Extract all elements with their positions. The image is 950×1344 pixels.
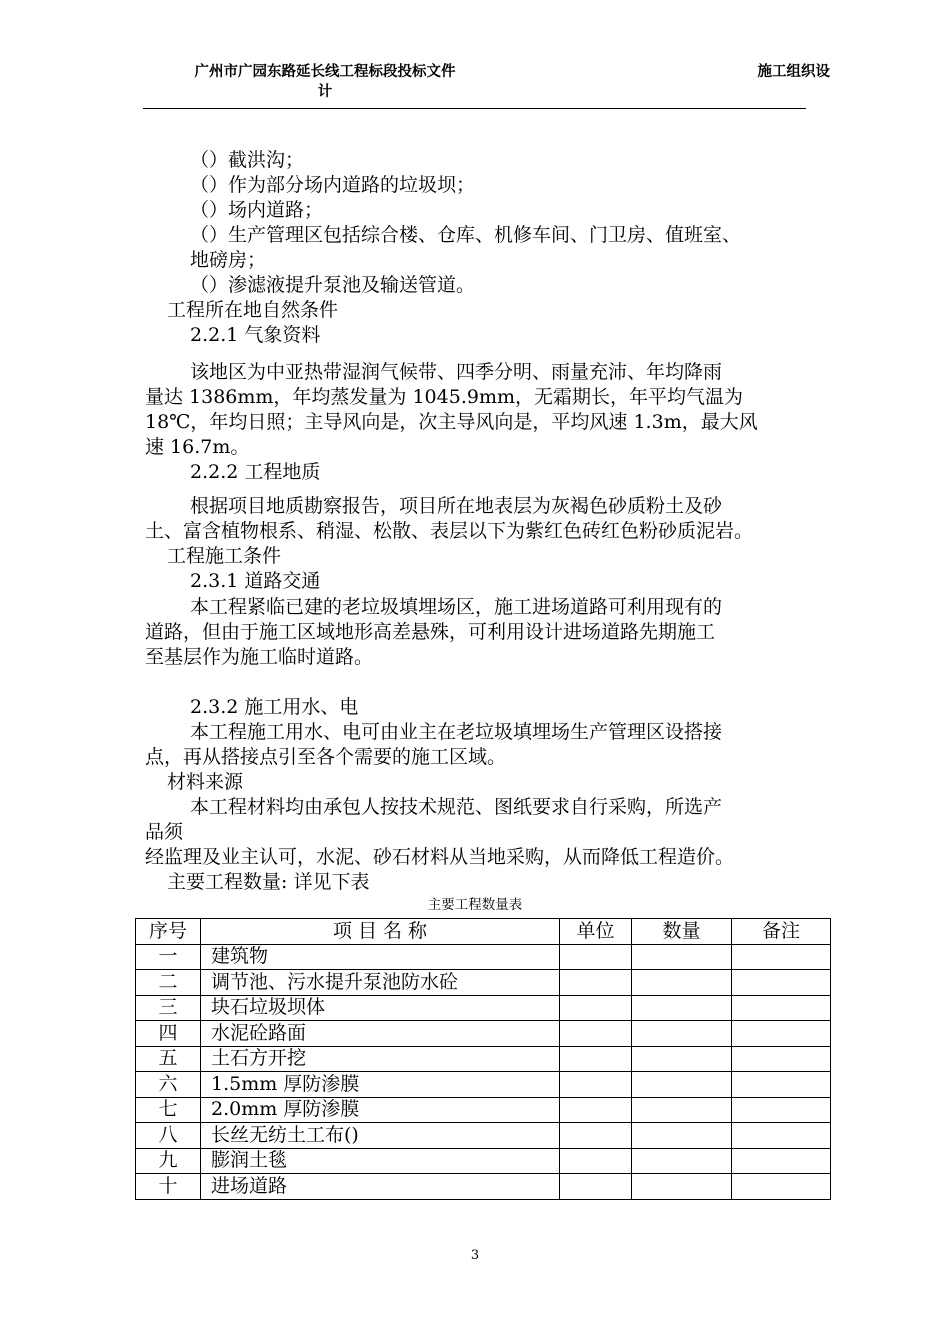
row-index: 八 (136, 1123, 201, 1149)
header-unit: 单位 (560, 919, 632, 945)
row-quantity (632, 1046, 732, 1072)
list-item-site-road: （）场内道路； (190, 199, 324, 221)
row-index: 一 (136, 944, 201, 970)
header-title-line1: 广州市广园东路延长线工程标段投标文件 (194, 64, 456, 80)
row-unit (560, 1072, 632, 1098)
row-remarks (732, 1174, 831, 1200)
paragraph-line: 本工程紧临已建的老垃圾填埋场区，施工进场道路可利用现有的 (190, 596, 723, 618)
paragraph-line: 本工程施工用水、电可由业主在老垃圾填埋场生产管理区设搭接 (190, 721, 723, 743)
row-index: 十 (136, 1174, 201, 1200)
table-row (136, 944, 831, 970)
list-item-garbage-dam: （）作为部分场内道路的垃圾坝； (190, 174, 476, 196)
subsection-heading-road-traffic: 2.3.1 道路交通 (190, 570, 321, 592)
row-item-name: 进场道路 (201, 1174, 560, 1200)
header-quantity: 数量 (632, 919, 732, 945)
table-caption: 主要工程数量表 (427, 897, 523, 913)
paragraph-line: 量达 1386mm，年均蒸发量为 1045.9mm，无霜期长，年平均气温为 (145, 386, 743, 408)
row-quantity (632, 1148, 732, 1174)
section-heading-quantities: 主要工程数量: 详见下表 (167, 871, 370, 893)
table-header-row (136, 919, 831, 945)
list-item-flood-ditch: （）截洪沟； (190, 149, 305, 171)
row-quantity (632, 995, 732, 1021)
row-item-name: 长丝无纺土工布() (201, 1123, 560, 1149)
list-item-leachate-pump: （）渗滤液提升泵池及输送管道。 (190, 274, 476, 296)
row-index: 九 (136, 1148, 201, 1174)
header-item-name: 项 目 名 称 (201, 919, 560, 945)
row-remarks (732, 1046, 831, 1072)
row-quantity (632, 1021, 732, 1047)
section-heading-natural-conditions: 工程所在地自然条件 (167, 299, 339, 321)
subsection-heading-climate: 2.2.1 气象资料 (190, 324, 321, 346)
table-row (136, 1072, 831, 1098)
row-item-name: 2.0mm 厚防渗膜 (201, 1097, 560, 1123)
paragraph-line: 至基层作为施工临时道路。 (145, 646, 374, 668)
row-remarks (732, 1123, 831, 1149)
header-rule (143, 108, 806, 109)
row-quantity (632, 1097, 732, 1123)
table-row (136, 995, 831, 1021)
section-heading-materials: 材料来源 (167, 771, 244, 793)
table-row (136, 1174, 831, 1200)
row-remarks (732, 1148, 831, 1174)
table-row (136, 1046, 831, 1072)
row-unit (560, 1174, 632, 1200)
row-unit (560, 1123, 632, 1149)
page-number: 3 (470, 1248, 480, 1263)
row-quantity (632, 1123, 732, 1149)
row-quantity (632, 1072, 732, 1098)
header-section: 施工组织设 (757, 64, 830, 80)
table-row (136, 1123, 831, 1149)
row-unit (560, 1046, 632, 1072)
row-unit (560, 1148, 632, 1174)
row-remarks (732, 1097, 831, 1123)
row-remarks (732, 1021, 831, 1047)
subsection-heading-water-power: 2.3.2 施工用水、电 (190, 696, 359, 718)
paragraph-line: 品须 (145, 821, 184, 843)
list-item-management-area: （）生产管理区包括综合楼、仓库、机修车间、门卫房、值班室、 (190, 224, 742, 246)
quantities-table (135, 918, 831, 1200)
paragraph-line: 该地区为中亚热带湿润气候带、四季分明、雨量充沛、年均降雨 (190, 361, 723, 383)
header-title (145, 62, 505, 102)
list-item-management-area-cont: 地磅房； (190, 249, 267, 271)
row-item-name: 土石方开挖 (201, 1046, 560, 1072)
row-item-name: 1.5mm 厚防渗膜 (201, 1072, 560, 1098)
row-unit (560, 970, 632, 996)
row-item-name: 块石垃圾坝体 (201, 995, 560, 1021)
row-index: 五 (136, 1046, 201, 1072)
row-index: 四 (136, 1021, 201, 1047)
row-index: 六 (136, 1072, 201, 1098)
table-row (136, 970, 831, 996)
row-unit (560, 1021, 632, 1047)
row-remarks (732, 995, 831, 1021)
row-unit (560, 944, 632, 970)
row-index: 七 (136, 1097, 201, 1123)
row-item-name: 调节池、污水提升泵池防水砼 (201, 970, 560, 996)
paragraph-line: 速 16.7m。 (145, 436, 250, 458)
row-remarks (732, 944, 831, 970)
table-row (136, 1097, 831, 1123)
subsection-heading-geology: 2.2.2 工程地质 (190, 461, 321, 483)
header-title-line2: 计 (317, 84, 333, 100)
paragraph-line: 道路，但由于施工区域地形高差悬殊，可利用设计进场道路先期施工 (145, 621, 716, 643)
table-row (136, 1148, 831, 1174)
row-quantity (632, 970, 732, 996)
row-quantity (632, 1174, 732, 1200)
paragraph-line: 18℃，年均日照；主导风向是，次主导风向是，平均风速 1.3m，最大风 (145, 411, 758, 433)
row-remarks (732, 970, 831, 996)
paragraph-line: 根据项目地质勘察报告，项目所在地表层为灰褐色砂质粉土及砂 (190, 495, 723, 517)
row-item-name: 建筑物 (201, 944, 560, 970)
row-item-name: 膨润土毯 (201, 1148, 560, 1174)
paragraph-line: 经监理及业主认可，水泥、砂石材料从当地采购，从而降低工程造价。 (145, 846, 735, 868)
table-row (136, 1021, 831, 1047)
row-index: 三 (136, 995, 201, 1021)
paragraph-line: 点，再从搭接点引至各个需要的施工区域。 (145, 746, 507, 768)
paragraph-line: 土、富含植物根系、稍湿、松散、表层以下为紫红色砖红色粉砂质泥岩。 (145, 520, 754, 542)
header-index: 序号 (136, 919, 201, 945)
section-heading-construction-conditions: 工程施工条件 (167, 545, 282, 567)
row-index: 二 (136, 970, 201, 996)
paragraph-line: 本工程材料均由承包人按技术规范、图纸要求自行采购，所选产 (190, 796, 723, 818)
row-unit (560, 1097, 632, 1123)
row-unit (560, 995, 632, 1021)
header-remarks: 备注 (732, 919, 831, 945)
row-quantity (632, 944, 732, 970)
row-remarks (732, 1072, 831, 1098)
row-item-name: 水泥砼路面 (201, 1021, 560, 1047)
